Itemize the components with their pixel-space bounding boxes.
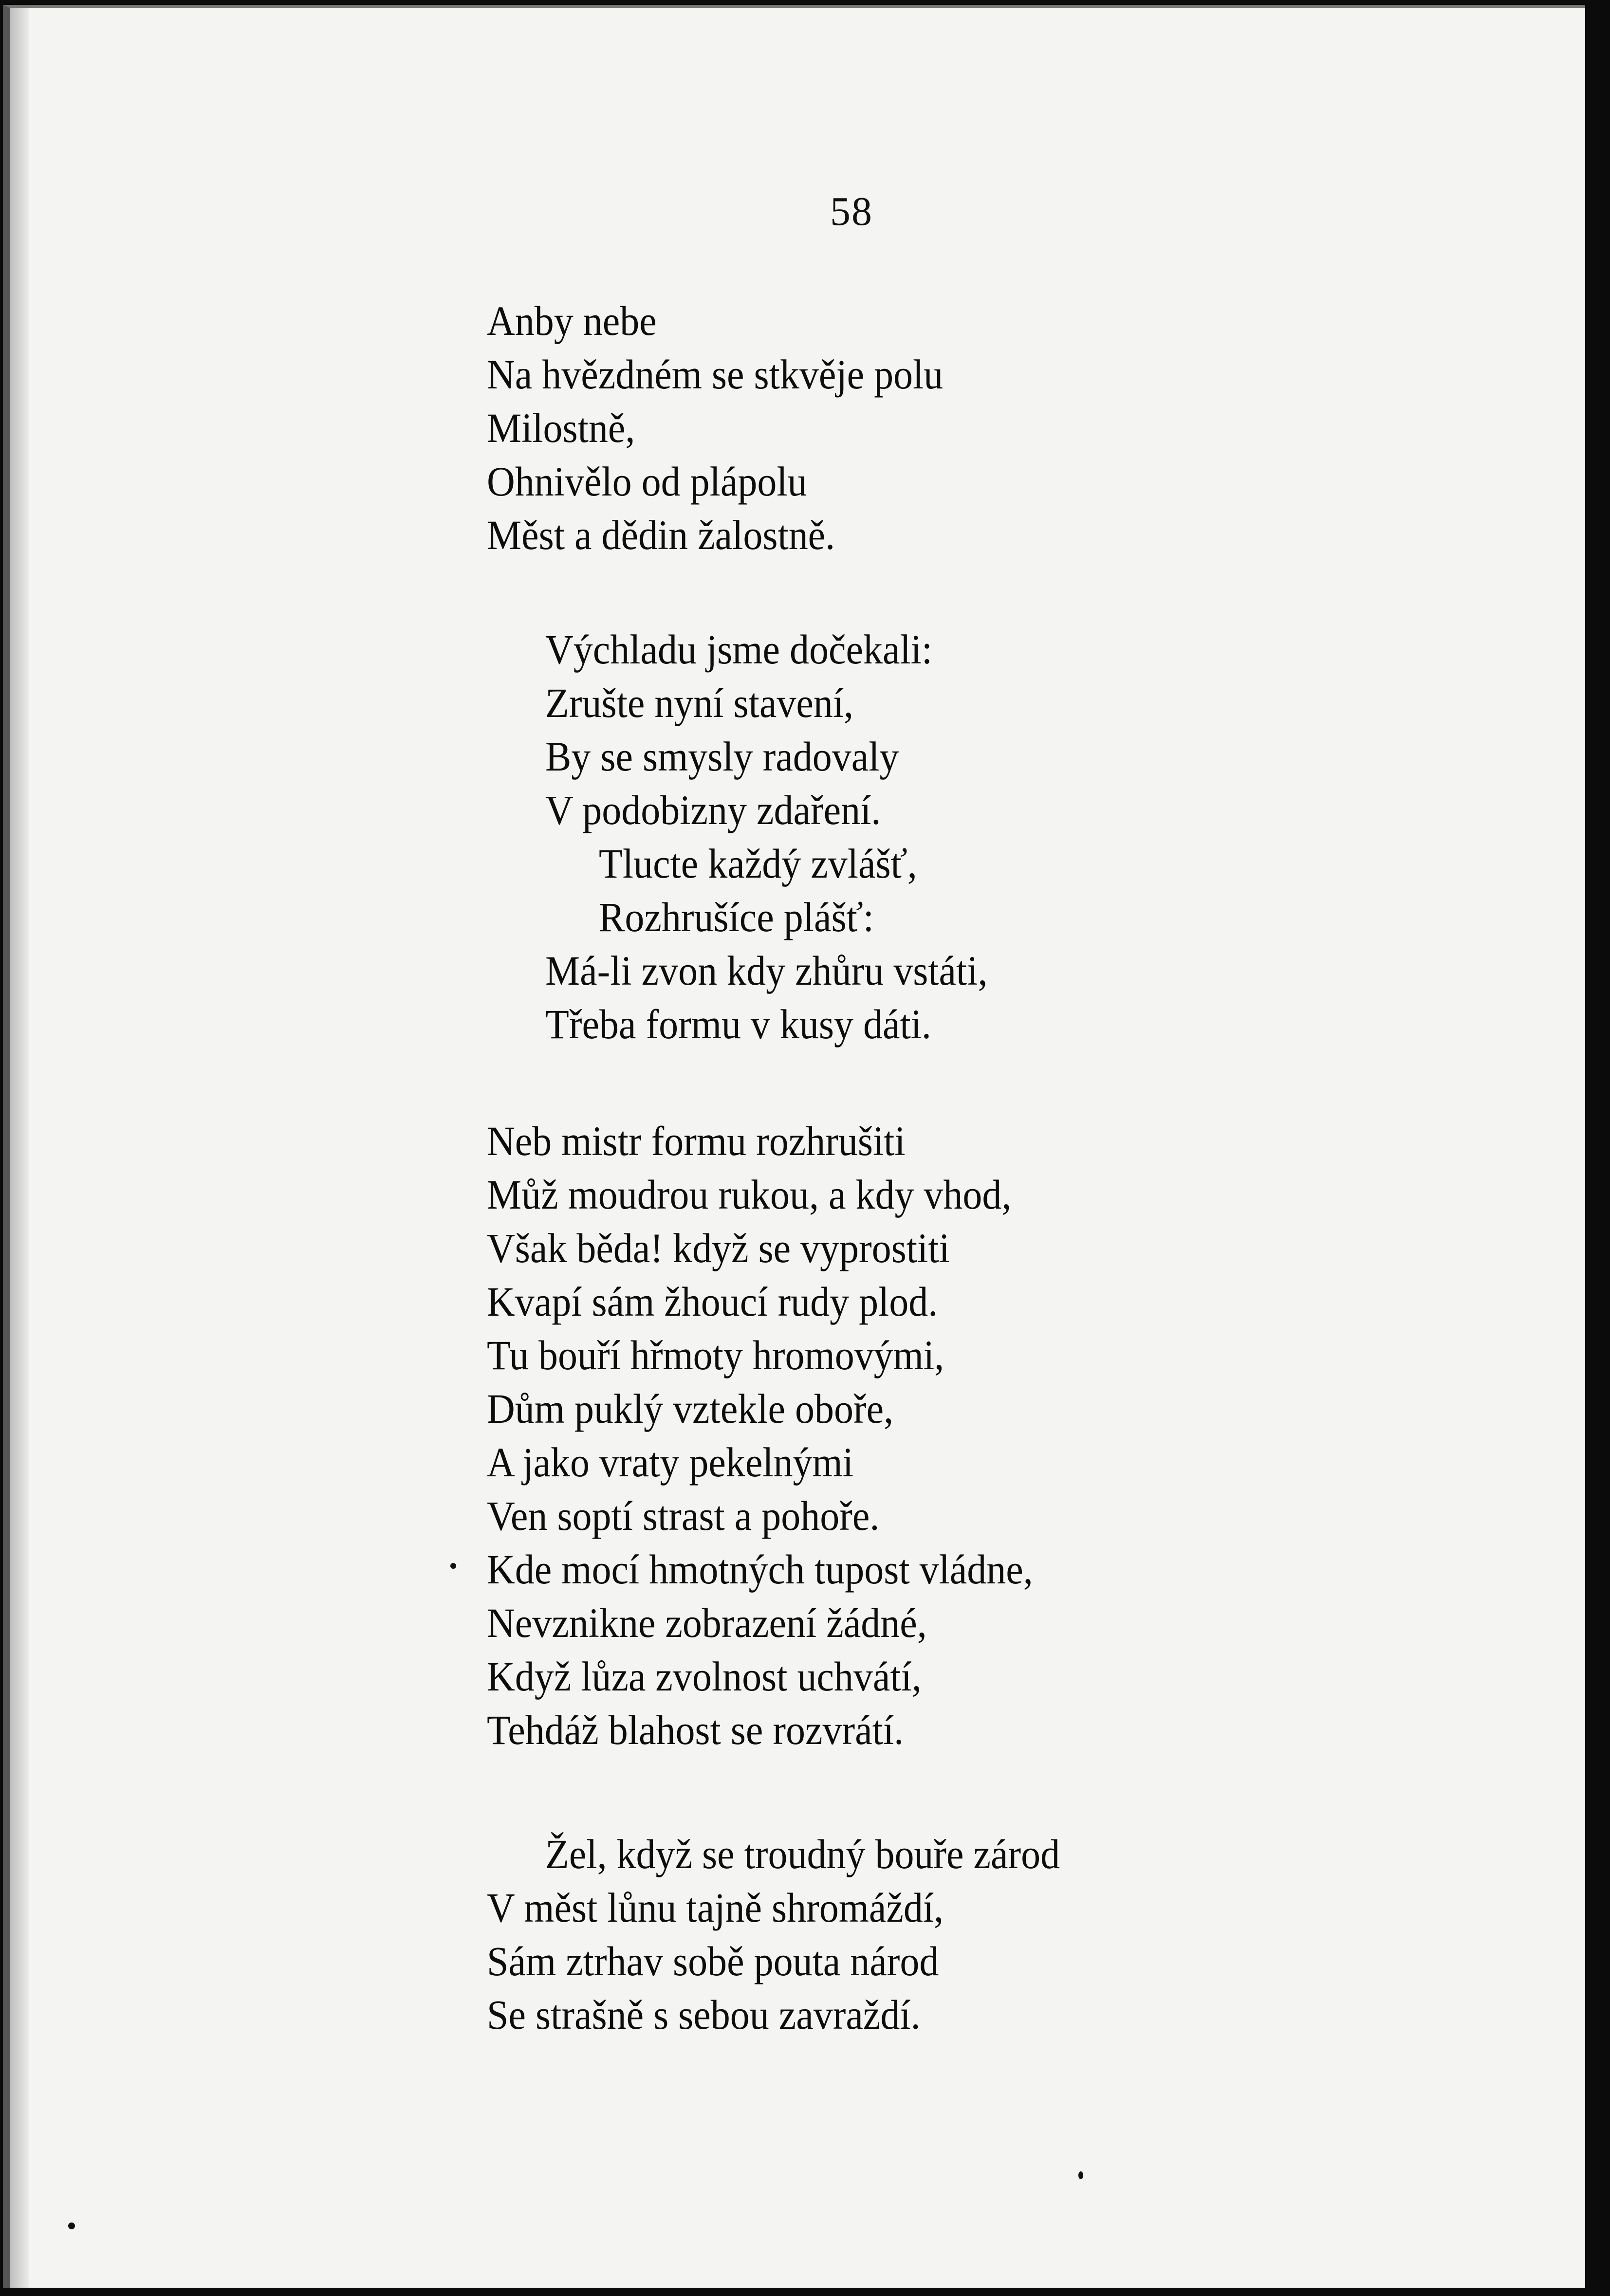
poem-line: Když lůza zvolnost uchvátí, [487,1653,922,1700]
poem-line: Neb mistr formu rozhrušiti [487,1118,906,1164]
poem-line: Anby nebe [487,297,657,344]
poem-line: Zrušte nyní stavení, [545,680,854,726]
poem-line: Žel, když se troudný bouře zárod [545,1831,1060,1877]
poem-line: Tlucte každý zvlášť, [599,840,917,887]
poem-line: Na hvězdném se stkvěje polu [487,351,944,398]
poem-line: Můž moudrou rukou, a kdy vhod, [487,1171,1012,1218]
poem-line: Dům puklý vztekle oboře, [487,1385,894,1432]
ink-speck [1078,2171,1083,2179]
poem-line: Tu bouří hřmoty hromovými, [487,1332,944,1378]
poem-line: Třeba formu v kusy dáti. [545,1001,931,1047]
poem [10,8,1585,2288]
poem-line: Nevznikne zobrazení žádné, [487,1599,927,1646]
poem-line: Ohnivělo od plápolu [487,458,807,505]
poem-line: V měst lůnu tajně shromáždí, [487,1884,944,1931]
poem-line: Sám ztrhav sobě pouta národ [487,1938,939,1984]
page-number: 58 [830,189,873,234]
poem-line: Výchladu jsme dočekali: [545,626,933,673]
poem-line: Však běda! když se vyprostiti [487,1225,950,1271]
poem-line: Se strašně s sebou zavraždí. [487,1991,921,2038]
poem-line: Ven soptí strast a pohoře. [487,1492,880,1539]
poem-line: Rozhrušíce plášť: [599,894,874,940]
ink-speck [68,2223,75,2229]
poem-line: Milostně, [487,404,635,451]
poem-line: Kvapí sám žhoucí rudy plod. [487,1278,938,1325]
poem-line: Kde mocí hmotných tupost vládne, [487,1546,1033,1593]
poem-line: A jako vraty pekelnými [487,1439,853,1486]
ink-speck [450,1563,456,1569]
book-page [3,5,1585,2288]
poem-line: By se smysly radovaly [545,733,899,780]
poem-line: Měst a dědin žalostně. [487,512,835,558]
poem-line: Má-li zvon kdy zhůru vstáti, [545,947,988,994]
poem-line: Tehdáž blahost se rozvrátí. [487,1707,904,1753]
poem-line: V podobizny zdaření. [545,787,881,833]
